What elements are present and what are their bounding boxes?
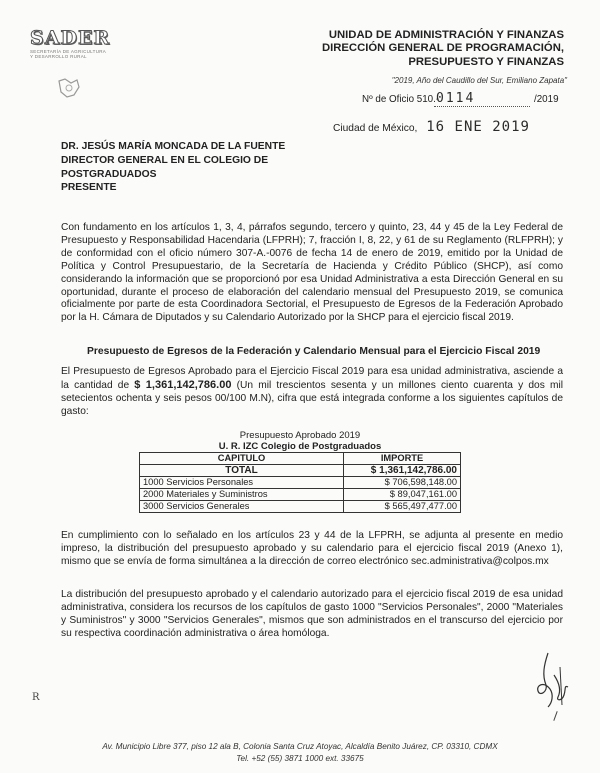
budget-table	[139, 452, 461, 513]
emblem-icon	[57, 77, 81, 99]
logo-subtitle: SECRETARÍA DE AGRICULTURA Y DESARROLLO RURAL	[30, 49, 106, 59]
year-motto: "2019, Año del Caudillo del Sur, Emiliano Zapata"	[391, 76, 567, 85]
letterhead-line-2: DIRECCIÓN GENERAL DE PROGRAMACIÓN,	[321, 42, 564, 55]
row-importe: $ 565,497,477.00	[344, 501, 461, 513]
paragraph-budget-amount	[61, 366, 563, 419]
sader-logo	[30, 27, 110, 65]
logo-wordmark: SADER	[30, 27, 111, 49]
table-row	[140, 477, 461, 489]
row-importe: $ 89,047,161.00	[344, 489, 461, 501]
oficio-label: Nº de Oficio 510.-	[362, 94, 440, 105]
total-amount: $ 1,361,142,786.00	[344, 465, 461, 477]
row-capitulo: 3000 Servicios Generales	[140, 501, 344, 513]
header-capitulo: CAPITULO	[140, 453, 344, 465]
addressee-name: DR. JESÚS MARÍA MONCADA DE LA FUENTE	[61, 141, 286, 152]
letterhead-line-1: UNIDAD DE ADMINISTRACIÓN Y FINANZAS	[328, 29, 564, 41]
oficio-underline	[434, 106, 530, 107]
budget-text-b: (Un mil trescientos sesenta y un millones ciento cuarenta y dos mil setecientos ochenta y seis pesos 00/100 M.N), cifra que está integrada conforme a los siguientes capítulos de gasto:	[61, 379, 563, 417]
paragraph-legal-basis: Con fundamento en los artículos 1, 3, 4, párrafos segundo, tercero y quinto, 23, 44 y 45 de la Ley Federal de Presupuesto y Responsabilidad Hacendaria (LFPRH); 7, fracción I, 8, 22, y 61 de su Reglamento (RLFPRH); y de conformidad con el oficio número 307-A.-0076 de fecha 14 de enero de 2019, emitido por la Unidad de Política y Control Presupuestario, de la Secretaría de Hacienda y Crédito Público (SHCP), así como considerando la información que se proporcionó por esa Unidad Administrativa a esta Dirección General en su oportunidad, durante el proceso de elaboración del calendario mensual del Presupuesto 2019, se comunica oficialmente por parte de esta Coordinadora Sectorial, el Presupuesto de Egresos de la Federación Aprobado por la H. Cámara de Diputados y su Calendario Autorizado por la SHCP para el ejercicio fiscal 2019.	[61, 222, 563, 324]
footer-phone-line: Tel. +52 (55) 3871 1000 ext. 33675	[236, 753, 364, 763]
letterhead-line-3: PRESUPUESTO Y FINANZAS	[408, 55, 564, 68]
oficio-year: /2019	[534, 94, 559, 105]
section-title: Presupuesto de Egresos de la Federación y Calendario Mensual para el Ejercicio Fiscal 2019	[87, 346, 541, 357]
letterhead	[264, 29, 564, 69]
budget-text-a: El Presupuesto de Egresos Aprobado para el Ejercicio Fiscal 2019 para esa unidad administrativa, asciende a la cantidad de	[61, 366, 563, 391]
table-row	[140, 489, 461, 501]
addressee-title-2: POSTGRADUADOS	[61, 168, 157, 180]
row-capitulo: 1000 Servicios Personales	[140, 477, 344, 489]
total-label: TOTAL	[140, 465, 344, 477]
budget-amount: $ 1,361,142,786.00	[134, 378, 232, 391]
header-importe: IMPORTE	[344, 453, 461, 465]
table-caption	[140, 430, 460, 452]
row-importe: $ 706,598,148.00	[344, 477, 461, 489]
city-label: Ciudad de México,	[333, 123, 418, 134]
handwritten-signature	[528, 645, 578, 720]
oficio-number	[362, 91, 572, 106]
table-header-row	[140, 453, 461, 465]
addressee-title-1: DIRECTOR GENERAL EN EL COLEGIO DE	[61, 154, 269, 166]
row-capitulo: 2000 Materiales y Suministros	[140, 489, 344, 501]
table-subtitle: U. R. IZC Colegio de Postgraduados	[218, 441, 382, 452]
addressee-block	[61, 140, 285, 195]
paragraph-attachment: En cumplimiento con lo señalado en los artículos 23 y 44 de la LFPRH, se adjunta al presente en medio impreso, la distribución del presupuesto aprobado y su calendario para el ejercicio fiscal 2019 (Anexo 1), mismo que se envía de forma simultánea a la dirección de correo electrónico sec.administrativa@colpos.mx	[61, 530, 563, 567]
date-stamp: 16 ENE 2019	[426, 119, 530, 135]
footer-address	[0, 741, 600, 764]
initials-mark: R	[32, 692, 40, 703]
table-row	[140, 501, 461, 513]
paragraph-distribution: La distribución del presupuesto aprobado y el calendario autorizado para el ejercicio fiscal 2019 de esa unidad administrativa, considera los recursos de los capítulos de gasto 1000 "Servicios Personales", 2000 "Materiales y Suministros" y 3000 "Servicios Generales", mismos que son administrados en el transcurso del ejercicio por su respectiva coordinación administrativa o área homóloga.	[61, 589, 563, 639]
oficio-stamped-number: 0114	[436, 91, 476, 106]
addressee-presente: PRESENTE	[61, 182, 117, 194]
city-date	[333, 119, 530, 135]
table-title: Presupuesto Aprobado 2019	[239, 430, 361, 441]
footer-address-line: Av. Municipio Libre 377, piso 12 ala B, Colonia Santa Cruz Atoyac, Alcaldía Benito Juárez, CP. 03310, CDMX	[102, 742, 498, 751]
table-total-row	[140, 465, 461, 477]
